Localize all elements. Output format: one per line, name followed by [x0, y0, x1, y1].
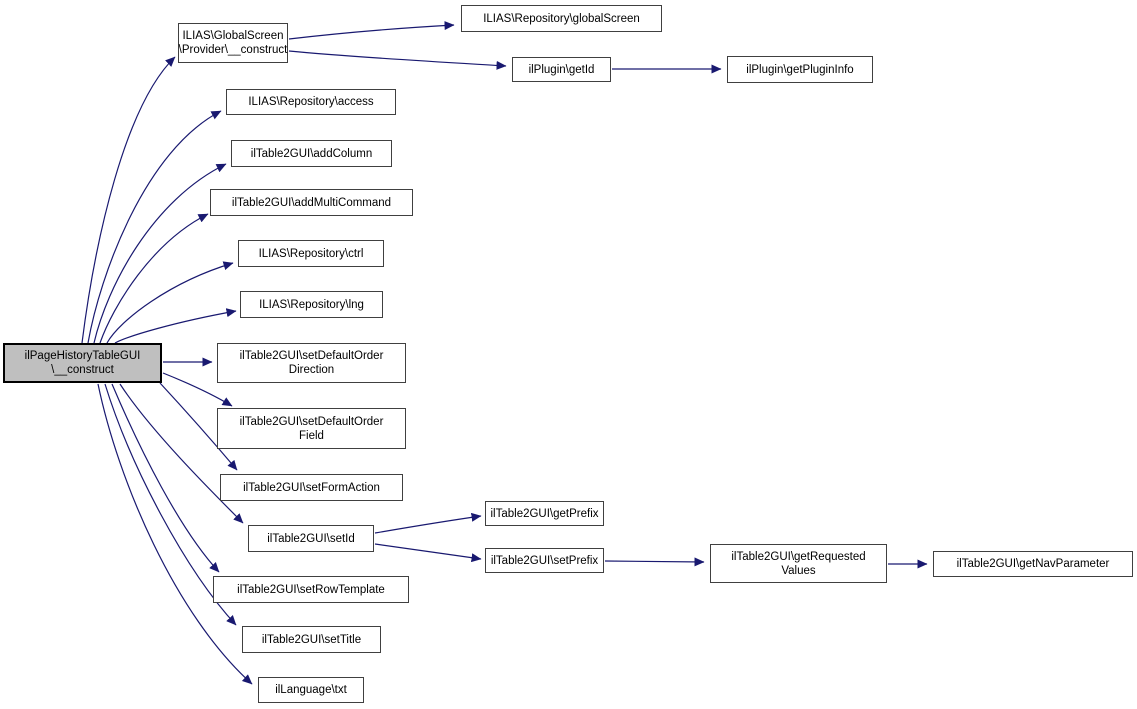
- graph-node-label: ilPlugin\getId: [528, 63, 595, 76]
- graph-node-language-txt[interactable]: [258, 677, 364, 703]
- edge-root-to-table2gui-setrowtemplate: [112, 384, 219, 572]
- graph-node-label: ilTable2GUI\setRowTemplate: [237, 583, 385, 596]
- graph-node-label: ILIAS\GlobalScreen: [182, 30, 284, 42]
- graph-node-table2gui-addmulticommand[interactable]: [210, 189, 413, 216]
- graph-node-label: ilTable2GUI\getRequested: [731, 550, 866, 563]
- graph-node-label: ilTable2GUI\getPrefix: [490, 507, 599, 520]
- graph-node-label: ilTable2GUI\setDefaultOrder: [239, 350, 384, 362]
- graph-node-globalscreen-provider-construct[interactable]: [178, 23, 288, 63]
- graph-node-plugin-getid[interactable]: [512, 57, 611, 82]
- graph-node-repository-ctrl[interactable]: [238, 240, 384, 267]
- graph-node-table2gui-setformaction[interactable]: [220, 474, 403, 501]
- graph-node-label: ilTable2GUI\setFormAction: [243, 481, 380, 494]
- graph-node-label: Field: [299, 429, 324, 442]
- graph-node-table2gui-addcolumn[interactable]: [231, 140, 392, 167]
- graph-node-label: ilTable2GUI\getNavParameter: [956, 558, 1110, 570]
- graph-node-table2gui-setdefaultorderfield[interactable]: [217, 408, 406, 449]
- graph-node-table2gui-setdefaultorderdirection[interactable]: [217, 343, 406, 383]
- edge-table2gui-setid-to-table2gui-getprefix: [375, 516, 481, 533]
- graph-node-label: ilTable2GUI\setDefaultOrder: [239, 415, 384, 428]
- graph-node-table2gui-settitle[interactable]: [242, 626, 381, 653]
- graph-node-repository-globalscreen[interactable]: [461, 5, 662, 32]
- graph-node-plugin-getplugininfo[interactable]: [727, 56, 873, 83]
- graph-node-label: ilLanguage\txt: [275, 684, 347, 696]
- graph-node-label: Direction: [288, 364, 335, 376]
- graph-node-label: ilTable2GUI\setTitle: [261, 633, 362, 646]
- edge-root-to-globalscreen-provider-construct: [82, 57, 175, 343]
- graph-node-repository-lng[interactable]: [240, 291, 383, 318]
- edge-table2gui-setprefix-to-table2gui-getrequestedvalues: [605, 561, 704, 562]
- graph-node-label: \__construct: [51, 364, 114, 376]
- graph-node-table2gui-setid[interactable]: [248, 525, 374, 552]
- graph-node-label: \Provider\__construct: [178, 44, 288, 56]
- graph-node-label: ILIAS\Repository\lng: [259, 298, 364, 311]
- graph-node-label: ilTable2GUI\setId: [267, 532, 355, 545]
- graph-node-table2gui-getprefix[interactable]: [485, 501, 604, 526]
- graph-node-label: ILIAS\Repository\ctrl: [258, 247, 364, 260]
- graph-node-root: [3, 343, 162, 383]
- graph-node-label: ILIAS\Repository\access: [248, 96, 374, 108]
- edge-table2gui-setid-to-table2gui-setprefix: [375, 544, 481, 559]
- graph-node-table2gui-getnavparameter[interactable]: [933, 551, 1133, 577]
- graph-node-label: Values: [781, 564, 816, 577]
- graph-node-label: ilTable2GUI\addMultiCommand: [231, 196, 392, 209]
- edge-globalscreen-provider-construct-to-plugin-getid: [289, 51, 506, 66]
- edge-root-to-table2gui-setid: [120, 384, 243, 523]
- graph-node-label: ilTable2GUI\addColumn: [250, 147, 373, 160]
- edge-root-to-repository-access: [88, 111, 221, 343]
- graph-node-table2gui-setrowtemplate[interactable]: [213, 576, 409, 603]
- edge-root-to-repository-lng: [115, 311, 236, 343]
- graph-node-label: ILIAS\Repository\globalScreen: [483, 12, 640, 25]
- graph-node-label: ilPageHistoryTableGUI: [24, 350, 141, 362]
- graph-node-repository-access[interactable]: [226, 89, 396, 115]
- graph-node-table2gui-setprefix[interactable]: [485, 548, 604, 573]
- graph-node-label: ilTable2GUI\setPrefix: [490, 554, 599, 567]
- graph-node-label: ilPlugin\getPluginInfo: [746, 63, 854, 76]
- graph-node-table2gui-getrequestedvalues[interactable]: [710, 544, 887, 583]
- edge-globalscreen-provider-construct-to-repository-globalscreen: [289, 25, 454, 39]
- edge-group: [82, 25, 927, 684]
- edge-root-to-repository-ctrl: [107, 263, 233, 343]
